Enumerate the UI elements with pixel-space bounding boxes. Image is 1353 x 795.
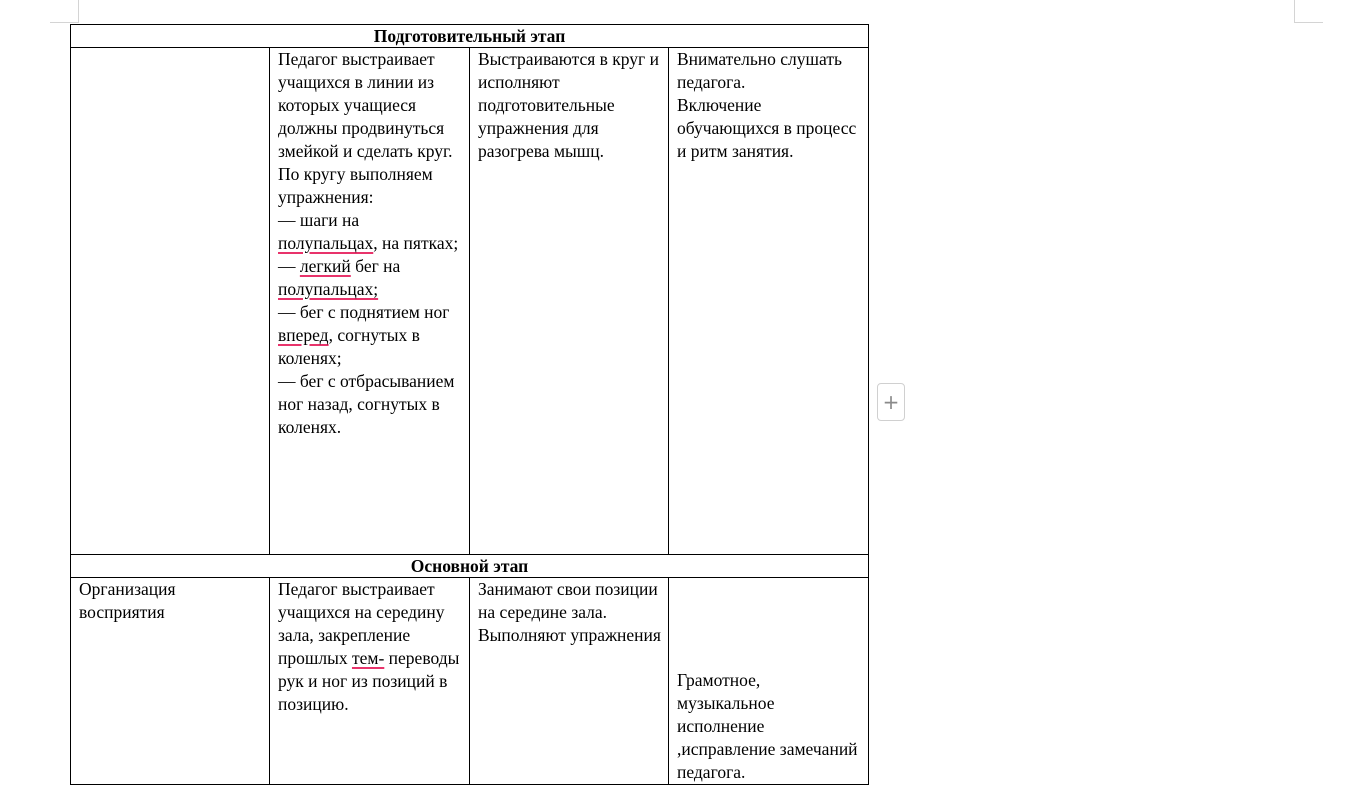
spellcheck-word[interactable]: вперед (278, 325, 329, 345)
main-student-activity-cell[interactable]: Занимают свои позиции на середине зала. Выполняют упражнения (470, 578, 669, 785)
main-stage-name-cell[interactable]: Организация восприятия (71, 578, 270, 785)
spellcheck-word[interactable]: легкий (299, 256, 351, 276)
text-run: — бег с поднятием ног (278, 302, 450, 322)
add-row-button[interactable] (877, 383, 905, 421)
prep-teacher-activity-cell[interactable] (270, 48, 470, 555)
main-teacher-activity-cell[interactable] (270, 578, 470, 785)
prep-student-activity-cell[interactable]: Выстраиваются в круг и исполняют подготовительные упражнения для разогрева мышц. (470, 48, 669, 555)
lesson-plan-table (70, 24, 869, 785)
table-row (71, 578, 869, 785)
text-run: , на пятках; — (278, 233, 459, 276)
text-run: переводы рук и ног из позиций в позицию. (278, 648, 460, 714)
prep-stage-name-cell[interactable] (71, 48, 270, 555)
text-run: бег на (350, 256, 401, 276)
main-stage-title[interactable]: Основной этап (71, 555, 869, 578)
spellcheck-word[interactable]: полупальцах; (278, 279, 379, 299)
spellcheck-word[interactable]: полупальцах (278, 233, 374, 253)
page-corner-marker-right (1294, 0, 1323, 23)
page-corner-marker-left (50, 0, 79, 23)
table-row (71, 48, 869, 555)
stage-header-row (71, 555, 869, 578)
text-run: , согнутых в коленях; — бег с отбрасыванием ног назад, согнутых в коленях. (278, 325, 455, 437)
spellcheck-word[interactable]: тем- (351, 648, 385, 668)
stage-header-row (71, 25, 869, 48)
prep-stage-title[interactable]: Подготовительный этап (71, 25, 869, 48)
text-run: Педагог выстраивает учащихся в линии из которых учащиеся должны продвинуться змейкой и сделать круг. По кругу выполняем упражнения: — шаги на (278, 49, 453, 230)
main-expected-result-cell[interactable]: Грамотное, музыкальное исполнение ,исправление замечаний педагога. (669, 578, 869, 785)
prep-expected-result-cell[interactable]: Внимательно слушать педагога. Включение обучающихся в процесс и ритм занятия. (669, 48, 869, 555)
plus-icon: + (882, 390, 900, 414)
text-run: Педагог выстраивает учащихся на середину зала, закрепление прошлых (278, 579, 445, 668)
